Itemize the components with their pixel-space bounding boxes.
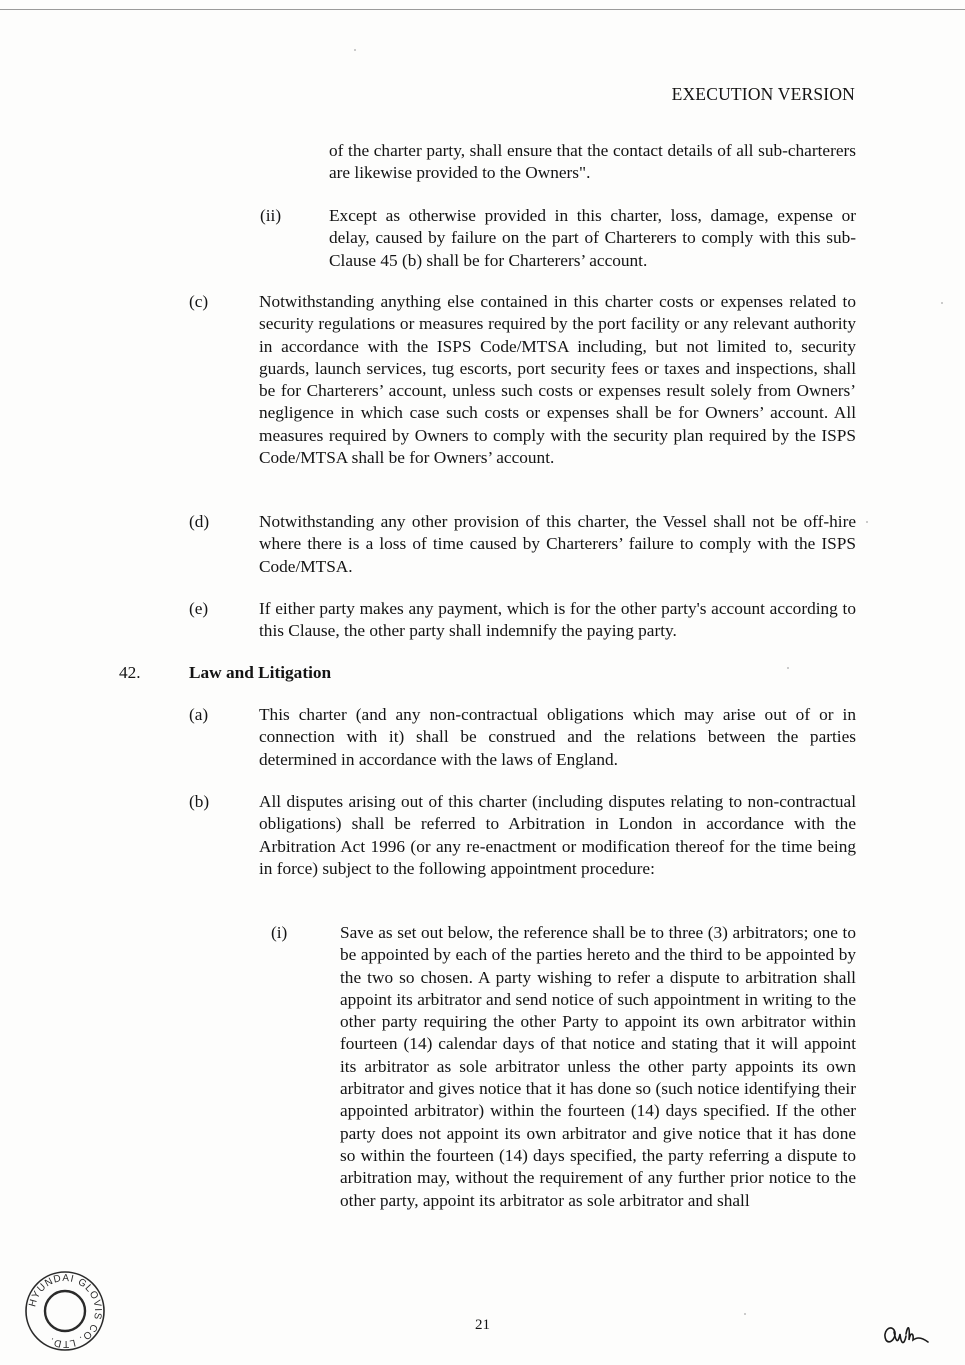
scan-speck — [354, 49, 356, 51]
continued-paragraph: of the charter party, shall ensure that the contact details of all sub-charterers are likewise provided to the Owners". — [329, 141, 856, 183]
page-number: 21 — [475, 1317, 490, 1333]
scan-speck — [941, 302, 943, 304]
subclause-e-label: (e) — [189, 599, 209, 618]
clause-42-a-label: (a) — [189, 705, 209, 724]
document-version-header: EXECUTION VERSION — [671, 84, 855, 104]
clause-42-b-text: All disputes arising out of this charter (including disputes relating to non-contractual obligations) shall be referred to Arbitration in London in accordance with the Arbitration Act 1996 (or any re-enactment or modification thereof for the time being in force) subject to the following appointment procedure: — [259, 792, 856, 878]
clause-42-b-i-text: Save as set out below, the reference shall be to three (3) arbitrators; one to be appointed by each of the parties hereto and the third to be appointed by the two so chosen. A party wishing to refer a dispute to arbitration shall appoint its arbitrator and send notice of such appointment in writing to the other party requiring the other Party to appoint its own arbitrator within fourteen (14) calendar days of that notice and stating that it will appoint its arbitrator as sole arbitrator unless the other party appoints its own arbitrator and gives notice that it has done so (such notice identifying their appointed arbitrator) within the fourteen (14) days specified. If the other party does not appoint its own arbitrator and give notice that it has done so within the fourteen (14) days specified, the party referring a dispute to arbitration may, without the requirement of any further prior notice to the other party, appoint its arbitrator as sole arbitrator and shall — [340, 923, 856, 1210]
scan-speck — [744, 1313, 746, 1315]
clause-42-number: 42. — [119, 663, 141, 682]
scan-speck — [787, 667, 789, 669]
scan-speck — [866, 521, 868, 523]
scan-top-edge — [0, 9, 965, 10]
subclause-ii-label: (ii) — [260, 206, 282, 225]
subclause-d-label: (d) — [189, 512, 210, 531]
clause-42-b-i-label: (i) — [271, 923, 288, 942]
clause-42-title: Law and Litigation — [189, 663, 332, 682]
subclause-c-text: Notwithstanding anything else contained in this charter costs or expenses related to security regulations or measures required by the port facility or any relevant authority in accordance with the ISPS Code/MTSA including, but not limited to, security guards, launch services, tug escorts, port security fees or taxes and inspections, shall be for Charterers’ account, unless such costs or expenses result solely from Owners’ negligence in which case such costs or expenses shall be for Owners’ account. All measures required by Owners to comply with the security plan required by the ISPS Code/MTSA shall be for Owners’ account. — [259, 292, 856, 468]
clause-42-a-text: This charter (and any non-contractual obligations which may arise out of or in connection with it) shall be construed and the relations between the parties determined in accordance with the laws of England. — [259, 705, 856, 769]
subclause-ii-text: Except as otherwise provided in this charter, loss, damage, expense or delay, caused by failure on the part of Charterers to comply with this sub-Clause 45 (b) shall be for Charterers’ account. — [329, 206, 856, 270]
company-seal-stamp — [24, 1270, 106, 1352]
svg-text:HYUNDAI GLOVIS CO. LTD.: HYUNDAI GLOVIS CO. LTD. — [27, 1272, 104, 1350]
subclause-c-label: (c) — [189, 292, 209, 311]
clause-42-b-label: (b) — [189, 792, 210, 811]
subclause-e-text: If either party makes any payment, which is for the other party's account according to this Clause, the other party shall indemnify the paying party. — [259, 599, 856, 641]
subclause-d-text: Notwithstanding any other provision of this charter, the Vessel shall not be off-hire where there is a loss of time caused by Charterers’ failure to comply with the ISPS Code/MTSA. — [259, 512, 856, 576]
